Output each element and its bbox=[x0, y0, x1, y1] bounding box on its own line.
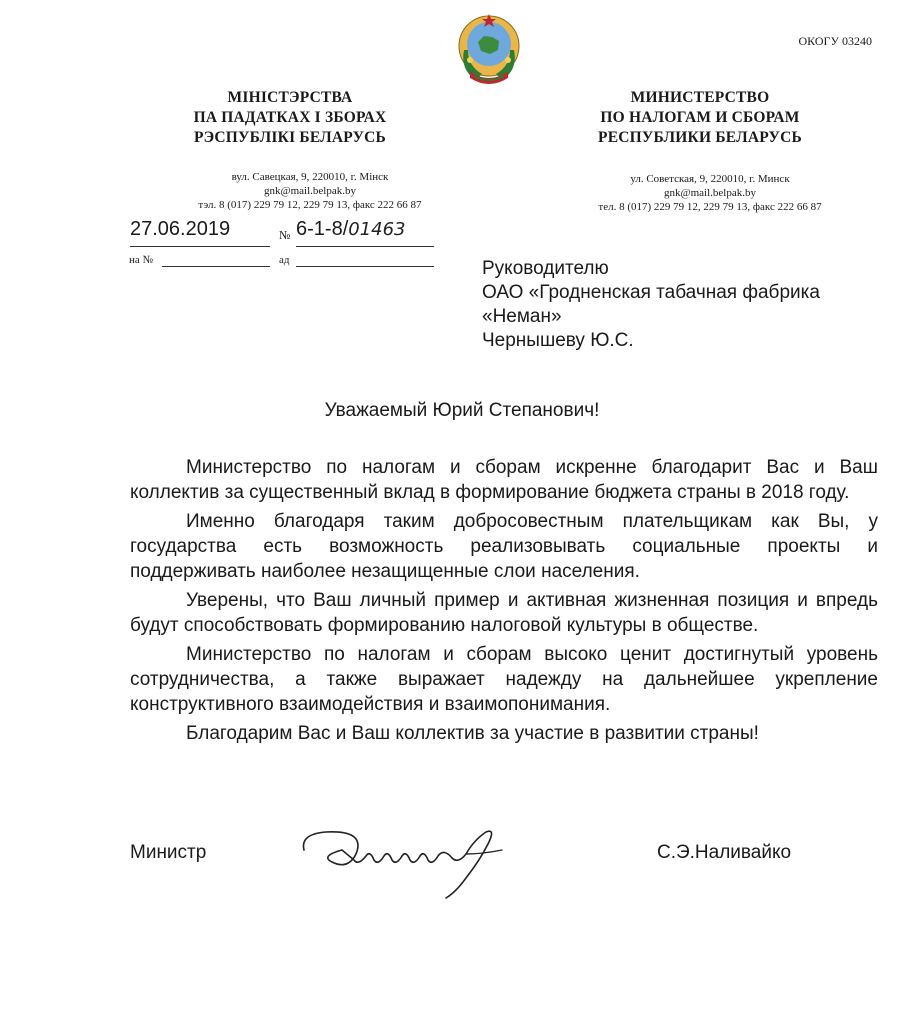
header-belarusian bbox=[145, 88, 435, 148]
header-by-line: МІНІСТЭРСТВА bbox=[227, 89, 353, 106]
address-by-line: вул. Савецкая, 9, 220010, г. Мінск bbox=[231, 171, 389, 183]
reference-number-label: на № bbox=[129, 254, 154, 266]
recipient-block bbox=[482, 257, 820, 353]
reference-number-line bbox=[162, 266, 270, 267]
registration-number-label: № bbox=[279, 228, 291, 242]
coat-of-arms-emblem bbox=[454, 10, 524, 88]
registration-number-printed: 6-1-8/ bbox=[296, 218, 349, 240]
registration-number-handwritten: 01463 bbox=[348, 219, 406, 240]
body-paragraph: Именно благодаря таким добросовестным плательщикам как Вы, у государства есть возможность реализовывать социальные проекты и поддерживать наиболее незащищенные слои населения. bbox=[130, 511, 878, 582]
header-ru-line: ПО НАЛОГАМ И СБОРАМ bbox=[600, 109, 800, 126]
body-paragraph: Благодарим Вас и Ваш коллектив за участие в развитии страны! bbox=[186, 723, 759, 744]
address-russian bbox=[560, 172, 860, 214]
header-by-line: РЭСПУБЛІКІ БЕЛАРУСЬ bbox=[193, 129, 387, 146]
registration-date: 27.06.2019 bbox=[130, 218, 270, 247]
body-paragraph: Уверены, что Ваш личный пример и активная жизненная позиция и впредь будут способствовать формированию налоговой культуры в обществе. bbox=[130, 590, 878, 636]
recipient-line: «Неман» bbox=[482, 306, 562, 327]
header-ru-line: МИНИСТЕРСТВО bbox=[630, 89, 770, 106]
recipient-line: ОАО «Гродненская табачная фабрика bbox=[482, 282, 820, 303]
address-ru-line: ул. Советская, 9, 220010, г. Минск bbox=[630, 173, 790, 185]
letter-body bbox=[130, 455, 878, 750]
handwritten-signature bbox=[296, 820, 516, 900]
address-belarusian bbox=[160, 170, 460, 212]
body-paragraph: Министерство по налогам и сборам искренне благодарит Вас и Ваш коллектив за существенный вклад в формирование бюджета страны в 2018 году. bbox=[130, 457, 878, 503]
address-by-line: тэл. 8 (017) 229 79 12, 229 79 13, факс 222 66 87 bbox=[198, 199, 422, 211]
signatory-title: Министр bbox=[130, 842, 207, 863]
signatory-name: С.Э.Наливайко bbox=[657, 842, 792, 863]
header-russian bbox=[555, 88, 845, 148]
salutation: Уважаемый Юрий Степанович! bbox=[324, 400, 600, 421]
recipient-line: Руководителю bbox=[482, 258, 609, 279]
header-by-line: ПА ПАДАТКАХ І ЗБОРАХ bbox=[193, 109, 387, 126]
registration-number bbox=[296, 218, 434, 247]
recipient-line: Чернышеву Ю.С. bbox=[482, 330, 634, 351]
reference-date-label: ад bbox=[279, 254, 290, 266]
header-ru-line: РЕСПУБЛИКИ БЕЛАРУСЬ bbox=[598, 129, 802, 146]
okogu-code: ОКОГУ 03240 bbox=[798, 34, 872, 48]
address-ru-line: тел. 8 (017) 229 79 12, 229 79 13, факс 222 66 87 bbox=[598, 201, 822, 213]
body-paragraph: Министерство по налогам и сборам высоко ценит достигнутый уровень сотрудничества, а также выражает надежду на дальнейшее укрепление конструктивного взаимодействия и взаимопонимания. bbox=[130, 644, 878, 715]
address-by-line: gnk@mail.belpak.by bbox=[263, 185, 356, 197]
address-ru-line: gnk@mail.belpak.by bbox=[663, 187, 756, 199]
reference-date-line bbox=[296, 266, 434, 267]
